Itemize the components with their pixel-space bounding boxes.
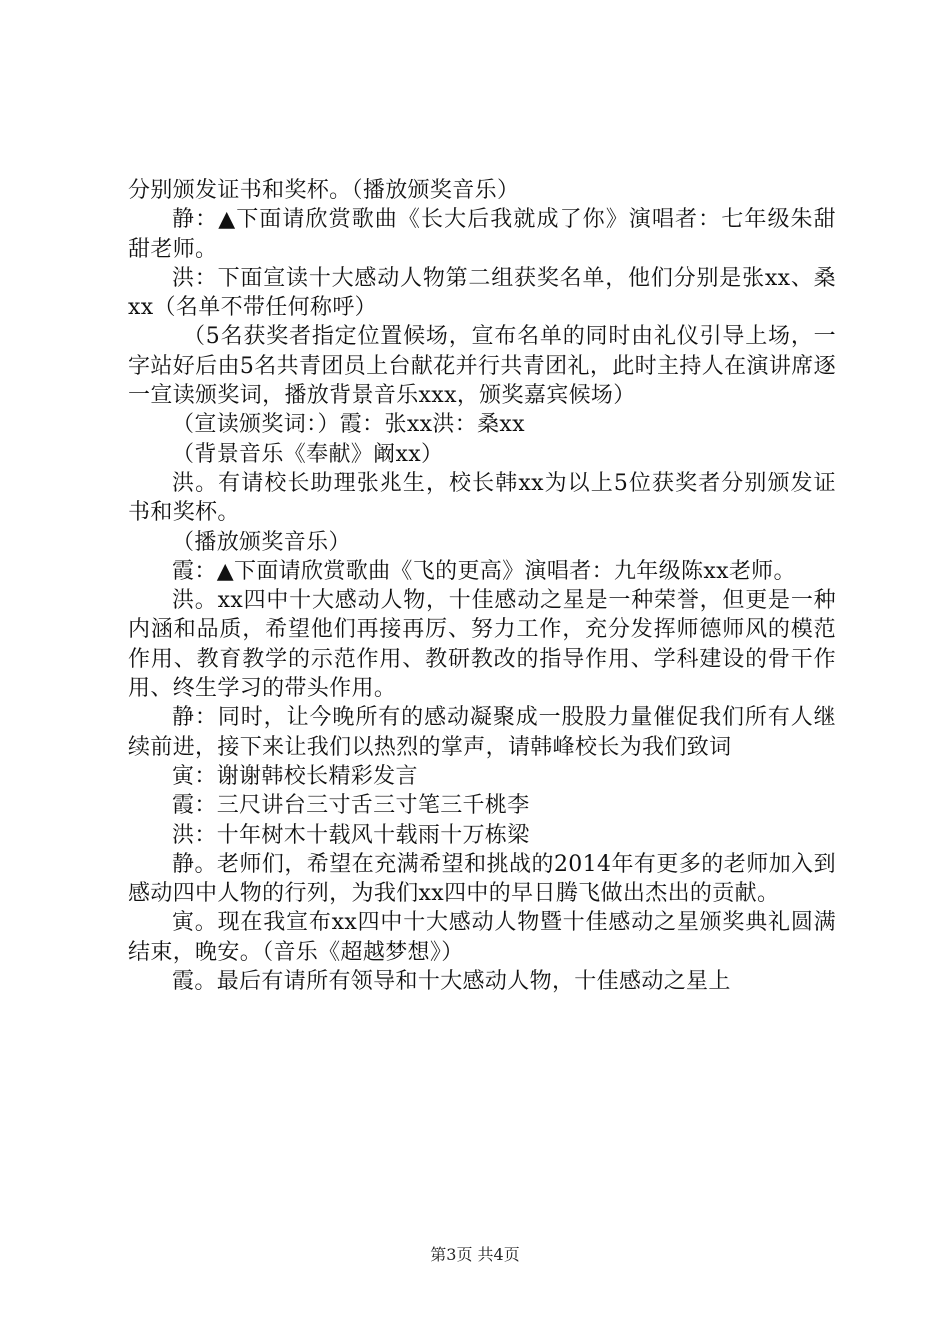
paragraph-4: （5名获奖者指定位置候场，宣布名单的同时由礼仪引导上场，一字站好后由5名共青团员上台献花并行共青团礼，此时主持人在演讲席逐一宣读颁奖词，播放背景音乐xxx，颁奖嘉宾候场） — [128, 324, 836, 409]
paragraph-16: 寅。现在我宣布xx四中十大感动人物暨十佳感动之星颁奖典礼圆满结束，晚安。（音乐《超越梦想》） — [128, 910, 836, 965]
paragraph-6: （背景音乐《奉献》阚xx） — [172, 441, 444, 467]
paragraph-14: 洪：十年树木十载风十载雨十万栋梁 — [172, 822, 530, 848]
paragraph-3: 洪：下面宣读十大感动人物第二组获奖名单，他们分别是张xx、桑xx（名单不带任何称呼） — [128, 265, 836, 321]
paragraph-11: 静：同时，让今晚所有的感动凝聚成一股股力量催促我们所有人继续前进，接下来让我们以热烈的掌声，请韩峰校长为我们致词 — [128, 705, 836, 760]
paragraph-12: 寅：谢谢韩校长精彩发言 — [172, 763, 418, 789]
paragraph-15: 静。老师们，希望在充满希望和挑战的2014年有更多的老师加入到感动四中人物的行列，为我们xx四中的早日腾飞做出杰出的贡献。 — [128, 851, 836, 907]
paragraph-7: 洪。有请校长助理张兆生，校长韩xx为以上5位获奖者分别颁发证书和奖杯。 — [128, 470, 836, 526]
paragraph-10: 洪。xx四中十大感动人物，十佳感动之星是一种荣誉，但更是一种内涵和品质，希望他们再接再厉、努力工作，充分发挥师德师风的模范作用、教育教学的示范作用、教研教改的指导作用、学科建设的骨干作用、终生学习的带头作用。 — [128, 588, 836, 702]
page-footer — [0, 1245, 950, 1265]
paragraph-13: 霞：三尺讲台三寸舌三寸笔三千桃李 — [172, 793, 530, 819]
paragraph-8: （播放颁奖音乐） — [172, 529, 351, 555]
page-number-label: 第3页 共4页 — [430, 1245, 520, 1264]
document-body — [128, 176, 836, 996]
paragraph-2: 静：▲下面请欣赏歌曲《长大后我就成了你》演唱者：七年级朱甜甜老师。 — [128, 207, 836, 262]
paragraph-1: 分别颁发证书和奖杯。（播放颁奖音乐） — [128, 178, 520, 203]
paragraph-17: 霞。最后有请所有领导和十大感动人物，十佳感动之星上 — [172, 969, 731, 995]
paragraph-5: （宣读颁奖词：）霞：张xx洪：桑xx — [172, 412, 525, 438]
paragraph-9: 霞：▲下面请欣赏歌曲《飞的更高》演唱者：九年级陈xx老师。 — [172, 558, 796, 584]
